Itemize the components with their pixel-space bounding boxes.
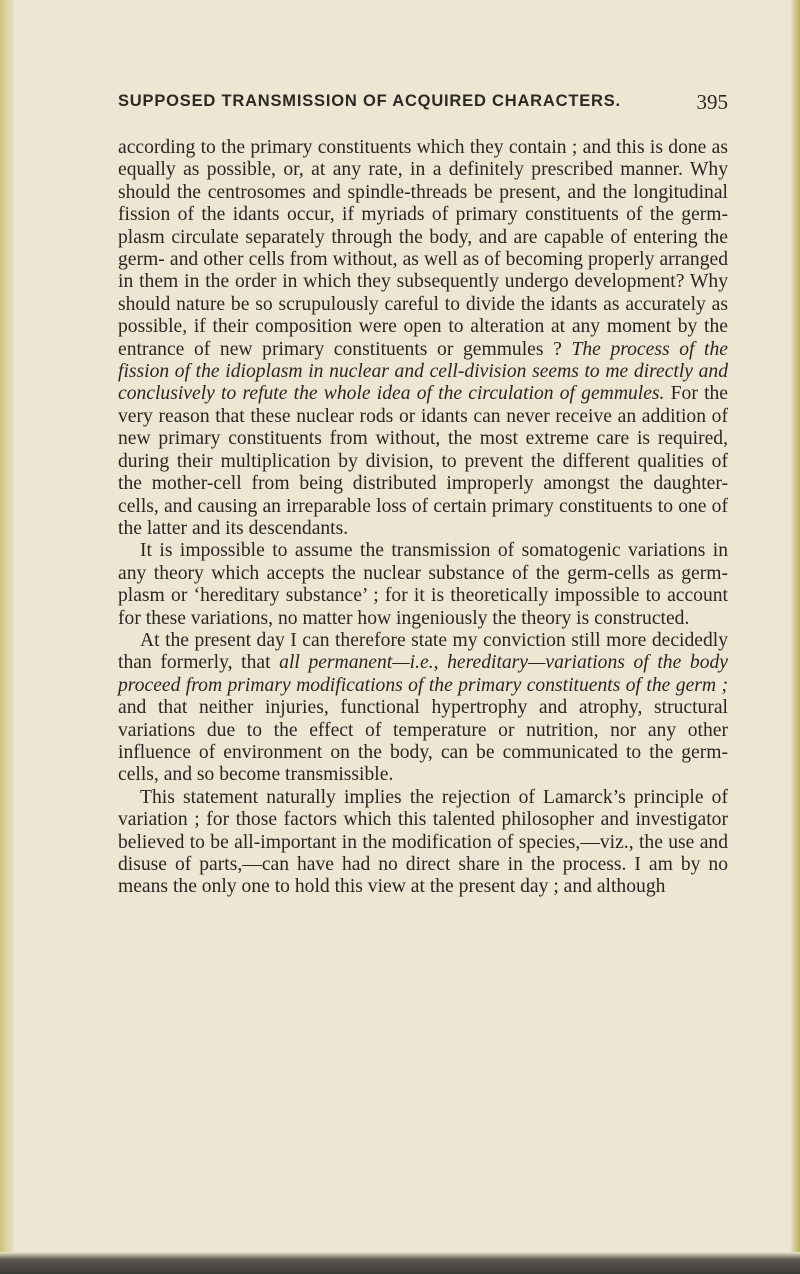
italic-emphasis: The process of the fission of the idioplasm in nuclear and cell-division seems to me directly and conclusively to refute the whole idea of the circulation of gemmules. xyxy=(118,338,728,405)
running-head: SUPPOSED TRANSMISSION OF ACQUIRED CHARACTERS. xyxy=(118,92,621,110)
paragraph-text: This statement naturally implies the rejection of Lamarck’s principle of variation ; for those factors which this talented philosopher and investigator believed to be all-important in the modification of species,—viz., the use and disuse of parts,—can have had no direct share in the process. I am by no means the only one to hold this view at the present day ; and although xyxy=(118,786,728,898)
italic-emphasis: all permanent—i.e., hereditary—variations of the body proceed from primary modifications of the primary constituents of the germ ; xyxy=(118,652,728,696)
paragraph-text: and that neither injuries, functional hypertrophy and atrophy, structural variations due to the effect of temperature or nutrition, nor any other influence of environment on the body, can be communicated to the germ-cells, and so become transmissible. xyxy=(118,697,728,786)
paragraph-2 xyxy=(118,540,728,630)
paragraph-4 xyxy=(118,787,728,899)
page-edge-right xyxy=(790,0,800,1274)
paragraph-3 xyxy=(118,630,728,787)
paragraph-text: For the very reason that these nuclear rods or idants can never receive an addition of new primary constituents from without, the most extreme care is required, during their multiplication by division, to prevent the different qualities of the mother-cell from being distributed improperly amongst the daughter-cells, and causing an irreparable loss of certain primary constituents to one of the latter and its descendants. xyxy=(118,383,729,539)
paragraph-text: It is impossible to assume the transmission of somatogenic variations in any theory which accepts the nuclear substance of the germ-cells as germ-plasm or ‘hereditary substance’ ; for it is theoretically impossible to account for these variations, no matter how ingeniously the theory is constructed. xyxy=(118,540,728,629)
page-header xyxy=(118,92,728,122)
page-number: 395 xyxy=(696,90,728,114)
paragraph-text: At the present day I can therefore state my conviction still more decidedly than formerly, that xyxy=(118,629,728,674)
paragraph-text: according to the primary constituents which they contain ; and this is done as equally as possible, or, at any rate, in a definitely prescribed manner. Why should the centrosomes and spindle-threads be present, and the longitudinal fission of the idants occur, if myriads of primary constituents of the germ-plasm circulate separately through the body, and are capable of entering the germ- and other cells from without, as well as of becoming properly arranged in them in the order in which they subsequently undergo development? Why should nature be so scrupulously careful to divide the idants as accurately as possible, if their composition were open to alteration at any moment by the entrance of new primary constituents or gemmules ? xyxy=(118,137,728,360)
paragraph-1 xyxy=(118,137,728,540)
page-edge-bottom xyxy=(0,1252,800,1274)
body-text xyxy=(118,137,728,899)
page-edge-left xyxy=(0,0,14,1274)
